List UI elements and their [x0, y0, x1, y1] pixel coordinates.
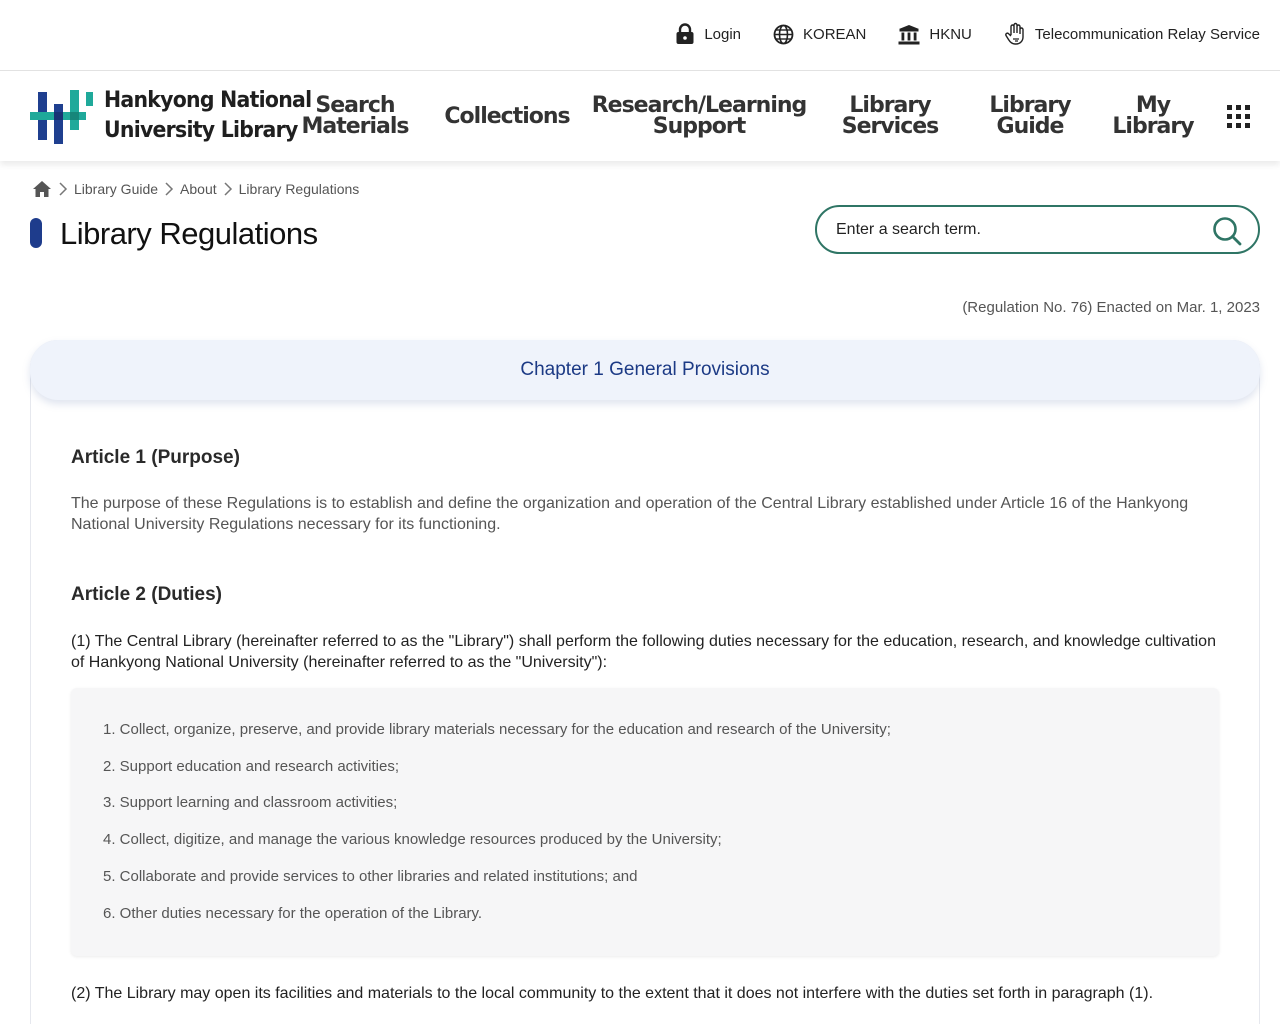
article-2-paragraph-2: (2) The Library may open its facilities and materials to the local community to the extent that it does not interfere with the duties set forth in paragraph (1). [71, 985, 1154, 1002]
search-icon[interactable] [1212, 216, 1242, 246]
breadcrumb-library-regulations[interactable]: Library Regulations [238, 181, 360, 197]
breadcrumb [32, 180, 359, 198]
list-item: 2. Support education and research activities; [103, 758, 400, 775]
nav-library-services-label: Library Services [841, 93, 939, 139]
chevron-right-icon [58, 182, 68, 196]
article-1-text: The purpose of these Regulations is to establish and define the organization and operation of the Central Library established under Article 16 of the Hankyong National University Regulations necessary for its functioning. [71, 495, 1189, 533]
chevron-right-icon [223, 182, 233, 196]
main-header [0, 71, 1280, 161]
library-name [104, 86, 327, 146]
institution-icon [898, 24, 920, 45]
lock-icon [675, 23, 695, 45]
article-2-paragraph-1: (1) The Central Library (hereinafter referred to as the "Library") shall perform the following duties necessary for the education, research, and knowledge cultivation of Hankyong National University (hereinafter referred to as the "University"): [71, 633, 1216, 671]
search-input[interactable] [836, 221, 1206, 239]
library-name-line2: University Library [104, 118, 298, 143]
home-icon[interactable] [32, 180, 52, 198]
article-1-title: Article 1 (Purpose) [71, 447, 240, 468]
breadcrumb-about[interactable]: About [180, 181, 217, 197]
nav-library-guide-label: Library Guide [989, 93, 1071, 139]
article-2-title: Article 2 (Duties) [71, 584, 222, 605]
login-label: Login [704, 25, 742, 43]
sign-language-hand-icon [1004, 22, 1026, 46]
nav-collections[interactable] [446, 71, 568, 161]
relay-service-link[interactable] [1004, 22, 1260, 46]
duties-list [71, 688, 1219, 956]
page-title: Library Regulations [60, 216, 318, 251]
nav-research-learning-support[interactable] [591, 71, 807, 161]
nav-library-guide[interactable] [985, 71, 1075, 161]
nav-library-services[interactable] [840, 71, 940, 161]
nav-search-materials-label: Search Materials [301, 93, 409, 139]
enactment-note: (Regulation No. 76) Enacted on Mar. 1, 2023 [962, 299, 1260, 316]
chapter-header [30, 340, 1260, 400]
hknu-link[interactable] [898, 24, 972, 45]
globe-icon [773, 24, 794, 45]
login-link[interactable] [675, 23, 741, 45]
list-item: 1. Collect, organize, preserve, and provide library materials necessary for the education and research of the University; [103, 721, 891, 738]
chevron-right-icon [164, 182, 174, 196]
library-name-line1: Hankyong National [104, 88, 312, 113]
all-menu-grid-icon[interactable] [1227, 105, 1250, 128]
list-item: 5. Collaborate and provide services to other libraries and related institutions; and [103, 868, 638, 885]
library-logo[interactable] [30, 86, 327, 146]
korean-label: KOREAN [803, 25, 867, 43]
university-emblem-icon [30, 88, 96, 144]
breadcrumb-library-guide[interactable]: Library Guide [74, 181, 159, 197]
relay-service-label: Telecommunication Relay Service [1034, 25, 1260, 43]
list-item: 4. Collect, digitize, and manage the various knowledge resources produced by the University; [103, 831, 722, 848]
hknu-label: HKNU [929, 25, 972, 43]
korean-link[interactable] [773, 24, 866, 45]
nav-search-materials[interactable] [302, 71, 408, 161]
utility-links [643, 22, 1260, 46]
nav-my-library-label: My Library [1112, 93, 1194, 139]
nav-collections-label: Collections [444, 103, 570, 129]
title-accent-bar [30, 218, 42, 248]
nav-research-learning-support-label: Research/Learning Support [591, 93, 807, 139]
chapter-title: Chapter 1 General Provisions [520, 359, 770, 380]
utility-bar [0, 0, 1280, 71]
list-item: 6. Other duties necessary for the operation of the Library. [103, 905, 483, 922]
nav-my-library[interactable] [1110, 71, 1196, 161]
search-box [815, 205, 1260, 254]
list-item: 3. Support learning and classroom activities; [103, 794, 398, 811]
